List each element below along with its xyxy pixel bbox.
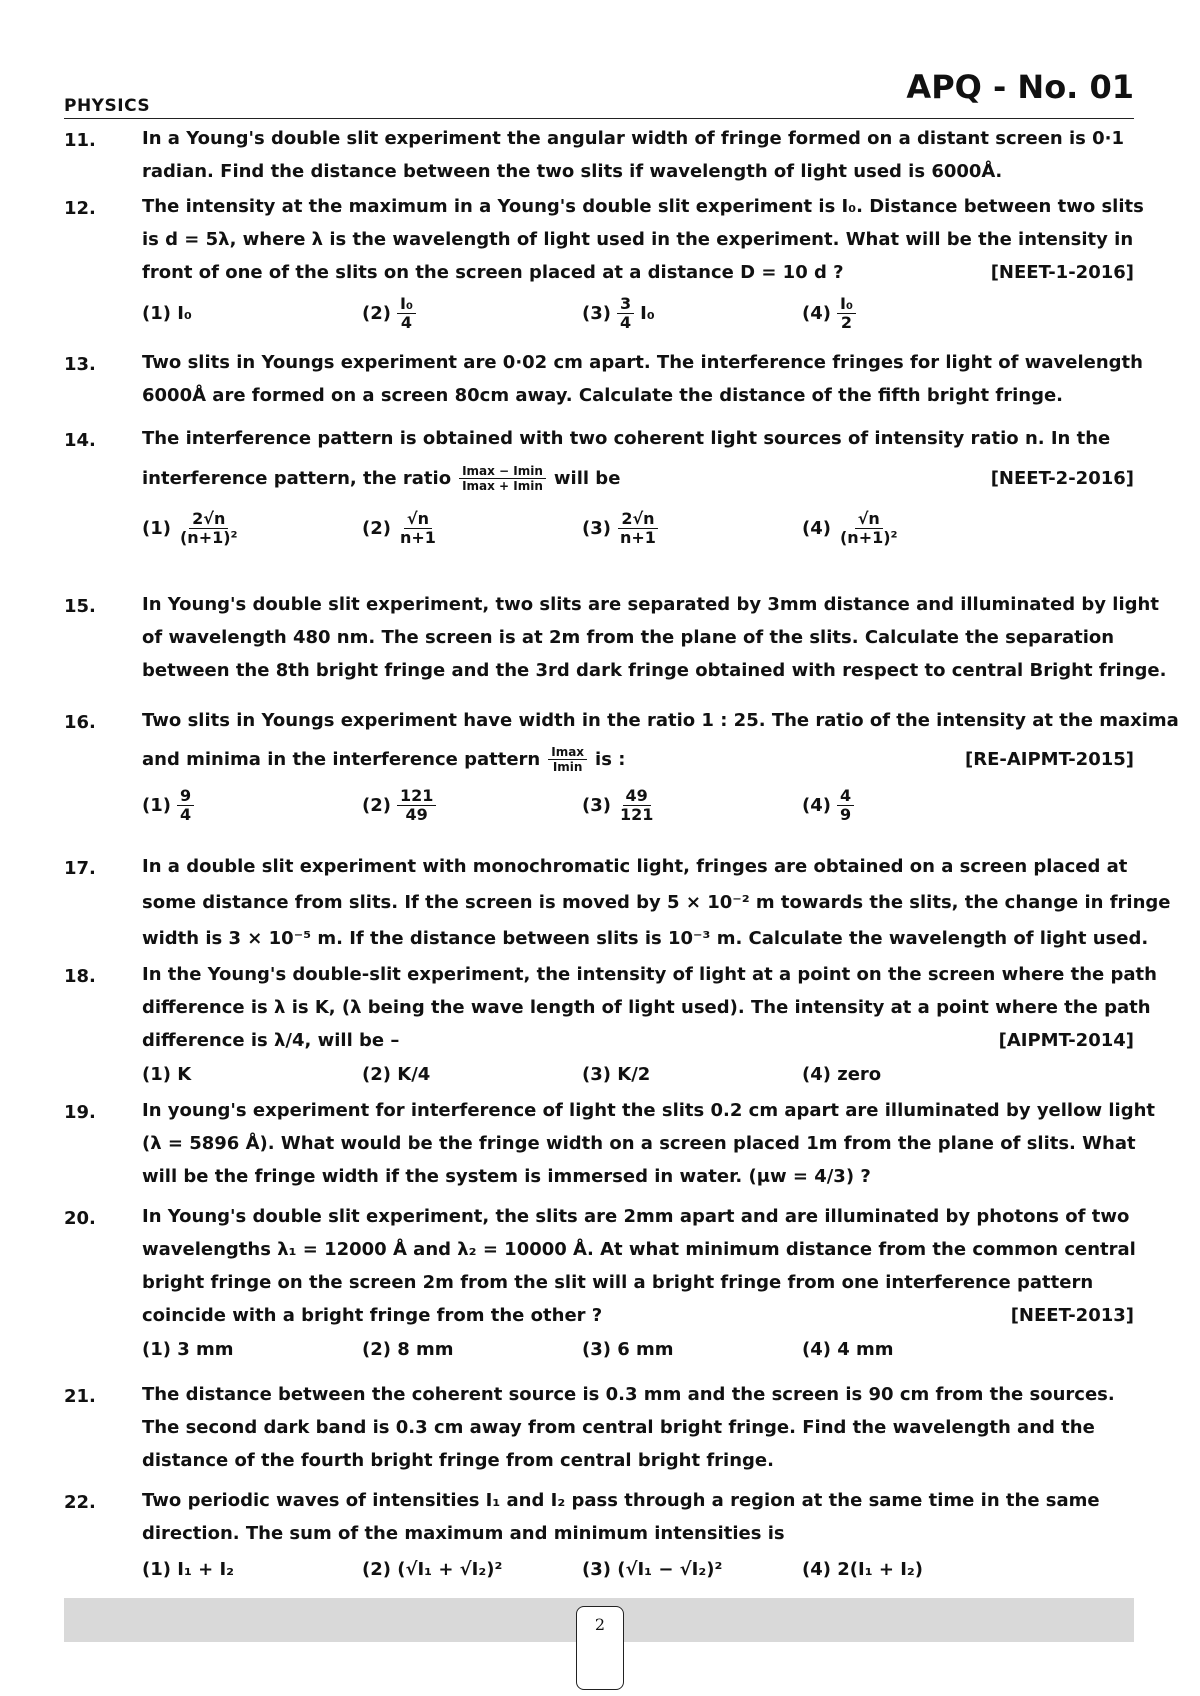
option-1: (1) K <box>142 1063 192 1085</box>
question-text-line: The distance between the coherent source is 0.3 mm and the screen is 90 cm from the sources. <box>142 1384 1115 1405</box>
option-2: (2) 8 mm <box>362 1338 454 1360</box>
option-4: (4) $\frac{4}{9}$ <box>802 781 854 829</box>
exam-tag: [NEET-2-2016] <box>990 468 1134 489</box>
question-number: 18. <box>64 966 96 987</box>
question-number: 17. <box>64 858 96 879</box>
question-text-line: and minima in the interference pattern <box>142 748 541 770</box>
question-text-line: The second dark band is 0.3 cm away from central bright fringe. Find the wavelength and the <box>142 1417 1095 1438</box>
option-2: (2) $\frac{121}{49}$ <box>362 781 436 829</box>
option-4: (4) 2(I₁ + I₂) <box>802 1558 923 1580</box>
question-number: 19. <box>64 1102 96 1123</box>
option-3: (3) $\frac{2√n}{n+1}$ <box>582 508 656 547</box>
question-text-line: In a double slit experiment with monochromatic light, fringes are obtained on a screen placed at <box>142 856 1128 877</box>
question-text-line: will be the fringe width if the system is immersed in water. (μw = 4/3) ? <box>142 1166 871 1187</box>
question-text-line: In a Young's double slit experiment the angular width of fringe formed on a distant screen is 0·1 <box>142 128 1125 149</box>
exam-tag: [AIPMT-2014] <box>998 1030 1134 1051</box>
question-text-line: coincide with a bright fringe from the other ? <box>142 1305 603 1326</box>
question-number: 11. <box>64 130 96 151</box>
question-number: 22. <box>64 1492 96 1513</box>
question-number: 16. <box>64 712 96 733</box>
option-1: (1) $\frac{2√n}{\text{(n+1)²}}$ <box>142 508 238 547</box>
question-text-line: distance of the fourth bright fringe from central bright fringe. <box>142 1450 774 1471</box>
question-text-line: Two periodic waves of intensities I₁ and I₂ pass through a region at the same time in the same <box>142 1490 1100 1511</box>
question-text-line: some distance from slits. If the screen is moved by 5 × 10⁻² m towards the slits, the change in fringe <box>142 892 1171 913</box>
question-text-line: In the Young's double-slit experiment, the intensity of light at a point on the screen where the path <box>142 964 1157 985</box>
question-text-line: direction. The sum of the maximum and minimum intensities is <box>142 1523 785 1544</box>
question-text-line: wavelengths λ₁ = 12000 Å and λ₂ = 10000 Å. At what minimum distance from the common central <box>142 1239 1136 1260</box>
question-text-line: Two slits in Youngs experiment are 0·02 cm apart. The interference fringes for light of wavelength <box>142 352 1143 373</box>
subject-label: PHYSICS <box>64 96 151 116</box>
option-3: (3) (√I₁ − √I₂)² <box>582 1558 723 1580</box>
question-text-line: Two slits in Youngs experiment have width in the ratio 1 : 25. The ratio of the intensity at the maxima <box>142 710 1179 731</box>
question-number: 20. <box>64 1208 96 1229</box>
question-text-line: The intensity at the maximum in a Young's double slit experiment is I₀. Distance between two slits <box>142 196 1144 217</box>
option-4: (4) 4 mm <box>802 1338 894 1360</box>
question-number: 14. <box>64 430 96 451</box>
question-text-line: of wavelength 480 nm. The screen is at 2m from the plane of the slits. Calculate the separation <box>142 627 1115 648</box>
sheet-code: APQ - No. 01 <box>906 68 1134 106</box>
question-text-line: difference is λ/4, will be – <box>142 1030 400 1051</box>
option-2: (2) (√I₁ + √I₂)² <box>362 1558 503 1580</box>
option-2: (2) K/4 <box>362 1063 431 1085</box>
question-text-line: (λ = 5896 Å). What would be the fringe width on a screen placed 1m from the plane of slits. What <box>142 1133 1136 1154</box>
question-text-line: front of one of the slits on the screen placed at a distance D = 10 d ? <box>142 262 844 283</box>
option-2: (2) $\frac{√n}{n+1}$ <box>362 508 436 547</box>
question-text-line: bright fringe on the screen 2m from the slit will a bright fringe from one interference pattern <box>142 1272 1094 1293</box>
question-text-line: In Young's double slit experiment, two slits are separated by 3mm distance and illuminated by light <box>142 594 1159 615</box>
option-4: (4) zero <box>802 1063 882 1085</box>
question-number: 12. <box>64 198 96 219</box>
option-1: (1) 3 mm <box>142 1338 234 1360</box>
page-number-box <box>576 1606 624 1690</box>
exam-tag: [RE-AIPMT-2015] <box>964 749 1134 770</box>
option-3: (3) $\frac{3}{4}$ I₀ <box>582 293 655 332</box>
header-divider <box>64 118 1134 119</box>
question-text-line: radian. Find the distance between the two slits if wavelength of light used is 6000Å. <box>142 161 1003 182</box>
page-number: 2 <box>594 1615 606 1634</box>
question-text-line: 6000Å are formed on a screen 80cm away. Calculate the distance of the fifth bright fringe. <box>142 385 1064 406</box>
option-3: (3) 6 mm <box>582 1338 674 1360</box>
exam-tag: [NEET-1-2016] <box>990 262 1134 283</box>
question-text-line: between the 8th bright fringe and the 3rd dark fringe obtained with respect to central Bright fringe. <box>142 660 1167 681</box>
option-1: (1) I₀ <box>142 302 192 324</box>
question-text-line: interference pattern, the ratio <box>142 467 452 489</box>
option-1: (1) $\frac{9}{4}$ <box>142 781 194 829</box>
document-page: PHYSICS APQ - No. 01 11. In a Young's double slit experiment the angular width of fringe formed on a distant screen is 0·1 radian. Find the distance between the two slits if wavelength of light used is 6000Å. 12. The intensity at the maximum in a Young's double slit experiment is I₀. Distance between two slits is d = 5λ, where λ is the wavelength of light used in the experiment. What will be the intensity in front of one of the slits on the screen placed at a distance D = 10 d ? [NEET-1-2016] (1) I₀ (2) $\frac{\text{I₀}}{4}$ (3) $\frac{3}{4}$ I₀ (4) $\frac{\text{I₀}}{2}$ 13. Two slits in Youngs experiment are 0·02 cm apart. The interference fringes for light of wavelength 6000Å are formed on a screen 80cm away. Calculate the distance of the fifth bright fringe. 14. The interference pattern is obtained with two coherent light sources of intensity ratio n. In the interference pattern, the ratio $\frac{Imax - Imin}{Imax + Imin}$ will be [NEET-2-2016] (1) $\frac{2√n}{\text{(n+1)²}}$ (2) $\frac{√n}{n+1}$ (3) $\frac{2√n}{n+1}$ (4) $\frac{√n}{\text{(n+1)²}}$ 15. In Young's double slit experiment, two slits are separated by 3mm distance and illuminated by light of wavelength 480 nm. The screen is at 2m from the plane of the slits. Calculate the separation between the 8th bright fringe and the 3rd dark fringe obtained with respect to central Bright fringe. 16. Two slits in Youngs experiment have width in the ratio 1 : 25. The ratio of the intensity at the maxima and minima in the interference pattern $\frac{Imax}{Imin}$ is : [RE-AIPMT-2015] (1) $\frac{9}{4}$ (2) $\frac{121}{49}$ (3) $\frac{49}{121}$ (4) $\frac{4}{9}$ 17. In a double slit experiment with monochromatic light, fringes are obtained on a screen placed at some distance from slits. If the screen is moved by 5 × 10⁻² m towards the slits, the change in fringe width is 3 × 10⁻⁵ m. If the distance between slits is 10⁻³ m. Calculate the wavelength of light used. 18. In the Young's double-slit experiment, the intensity of light at a point on the screen where the path difference is λ is K, (λ being the wave length of light used). The intensity at a point where the path difference is λ/4, will be – [AIPMT-2014] (1) K (2) K/4 (3) K/2 (4) zero 19. In young's experiment for interference of light the slits 0.2 cm apart are illuminated by yellow light (λ = 5896 Å). What would be the fringe width on a screen placed 1m from the plane of slits. What will be the fringe width if the system is immersed in water. (μw = 4/3) ? 20. In Young's double slit experiment, the slits are 2mm apart and are illuminated by photons of two wavelengths λ₁ = 12000 Å and λ₂ = 10000 Å. At what minimum distance from the common central bright fringe on the screen 2m from the slit will a bright fringe from one interference pattern coincide with a bright fringe from the other ? [NEET-2013] (1) 3 mm (2) 8 mm (3) 6 mm (4) 4 mm 21. The distance between the coherent source is 0.3 mm and the screen is 90 cm from the sources. The second dark band is 0.3 cm away from central bright fringe. Find the wavelength and the distance of the fourth bright fringe from central bright fringe. 22. Two periodic waves of intensities I₁ and I₂ pass through a region at the same time in the same direction. The sum of the maximum and minimum intensities is (1) I₁ + I₂ (2) (√I₁ + √I₂)² (3) (√I₁ − √I₂)² (4) 2(I₁ + I₂) 2 <box>0 0 1200 1696</box>
question-text-line: In Young's double slit experiment, the slits are 2mm apart and are illuminated by photons of two <box>142 1206 1130 1227</box>
question-number: 13. <box>64 354 96 375</box>
question-text-line: In young's experiment for interference of light the slits 0.2 cm apart are illuminated by yellow light <box>142 1100 1156 1121</box>
exam-tag: [NEET-2013] <box>1010 1305 1134 1326</box>
option-1: (1) I₁ + I₂ <box>142 1558 235 1580</box>
option-4: (4) $\frac{\text{I₀}}{2}$ <box>802 293 856 333</box>
question-text-line: width is 3 × 10⁻⁵ m. If the distance between slits is 10⁻³ m. Calculate the wavelength of light used. <box>142 928 1149 949</box>
question-number: 21. <box>64 1386 96 1407</box>
option-3: (3) $\frac{49}{121}$ <box>582 785 654 824</box>
question-text-line: The interference pattern is obtained with two coherent light sources of intensity ratio n. In the <box>142 428 1111 449</box>
question-text-line: difference is λ is K, (λ being the wave length of light used). The intensity at a point where the path <box>142 997 1151 1018</box>
question-text-line: is d = 5λ, where λ is the wavelength of light used in the experiment. What will be the intensity in <box>142 229 1134 250</box>
option-2: (2) $\frac{\text{I₀}}{4}$ <box>362 293 416 333</box>
option-3: (3) K/2 <box>582 1063 651 1085</box>
option-4: (4) $\frac{√n}{\text{(n+1)²}}$ <box>802 508 898 547</box>
question-number: 15. <box>64 596 96 617</box>
